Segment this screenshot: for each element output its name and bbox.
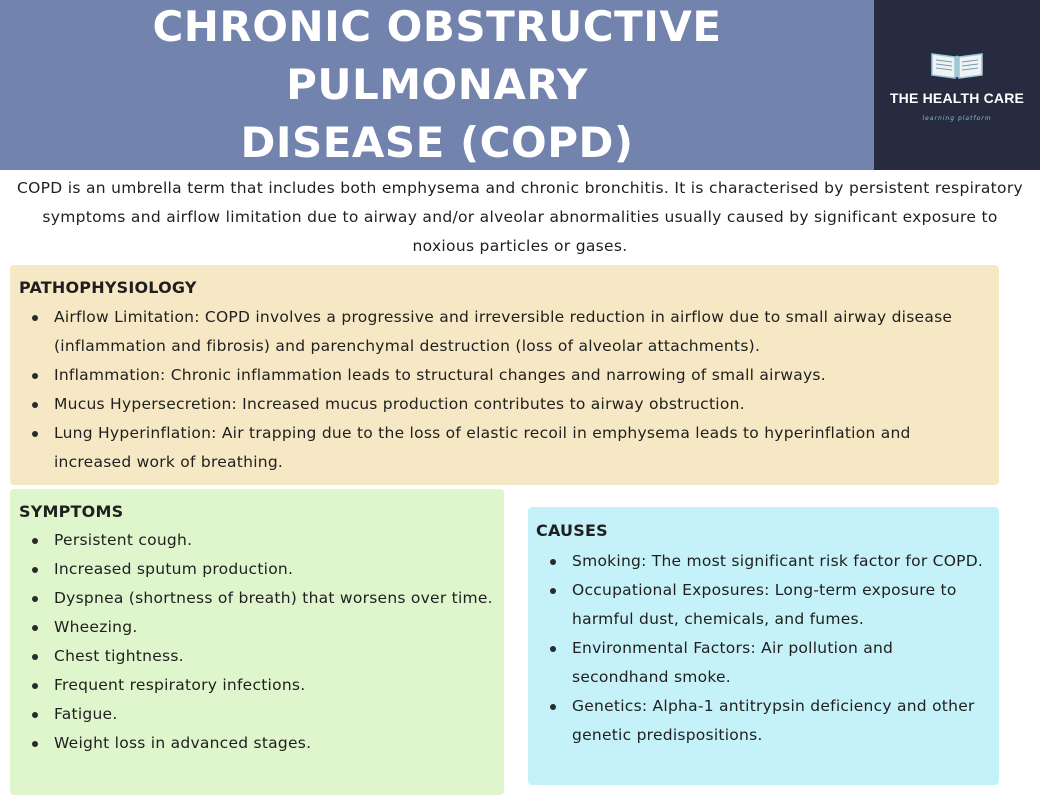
symptoms-section	[10, 489, 504, 795]
list-item: Airflow Limitation: COPD involves a progressive and irreversible reduction in airflow due to small airway disease (inflammation and fibrosis) and parenchymal destruction (loss of alveolar attachments).	[19, 303, 989, 361]
open-book-icon	[928, 48, 986, 82]
list-item: Frequent respiratory infections.	[19, 671, 496, 700]
list-item: Chest tightness.	[19, 642, 496, 671]
brand-name: THE HEALTH CARE	[889, 90, 1025, 106]
list-item: Dyspnea (shortness of breath) that worsens over time.	[19, 584, 496, 613]
pathophysiology-section	[10, 265, 999, 485]
brand-tagline: learning platform	[922, 115, 992, 122]
list-item: Environmental Factors: Air pollution and secondhand smoke.	[536, 634, 989, 692]
symptoms-heading: SYMPTOMS	[19, 502, 124, 521]
list-item: Wheezing.	[19, 613, 496, 642]
list-item: Occupational Exposures: Long-term exposure to harmful dust, chemicals, and fumes.	[536, 576, 989, 634]
list-item: Increased sputum production.	[19, 555, 496, 584]
causes-heading: CAUSES	[536, 521, 608, 540]
page-title-line-2: DISEASE (COPD)	[240, 118, 634, 167]
list-item: Mucus Hypersecretion: Increased mucus production contributes to airway obstruction.	[19, 390, 989, 419]
causes-list	[536, 547, 989, 750]
causes-section	[528, 507, 999, 785]
symptoms-list	[19, 526, 496, 758]
list-item: Lung Hyperinflation: Air trapping due to the loss of elastic recoil in emphysema leads to hyperinflation and increased work of breathing.	[19, 419, 989, 477]
list-item: Smoking: The most significant risk factor for COPD.	[536, 547, 989, 576]
title-banner	[0, 0, 874, 170]
brand-logo-block	[874, 0, 1040, 170]
pathophysiology-heading: PATHOPHYSIOLOGY	[19, 278, 197, 297]
list-item: Genetics: Alpha-1 antitrypsin deficiency and other genetic predispositions.	[536, 692, 989, 750]
pathophysiology-list	[19, 303, 989, 477]
list-item: Persistent cough.	[19, 526, 496, 555]
list-item: Fatigue.	[19, 700, 496, 729]
intro-paragraph: COPD is an umbrella term that includes both emphysema and chronic bronchitis. It is characterised by persistent respiratory symptoms and airflow limitation due to airway and/or alveolar abnormalities usually caused by significant exposure to noxious particles or gases.	[17, 179, 1023, 255]
page-title-line-1: CHRONIC OBSTRUCTIVE PULMONARY	[152, 2, 722, 109]
list-item: Weight loss in advanced stages.	[19, 729, 496, 758]
list-item: Inflammation: Chronic inflammation leads to structural changes and narrowing of small airways.	[19, 361, 989, 390]
